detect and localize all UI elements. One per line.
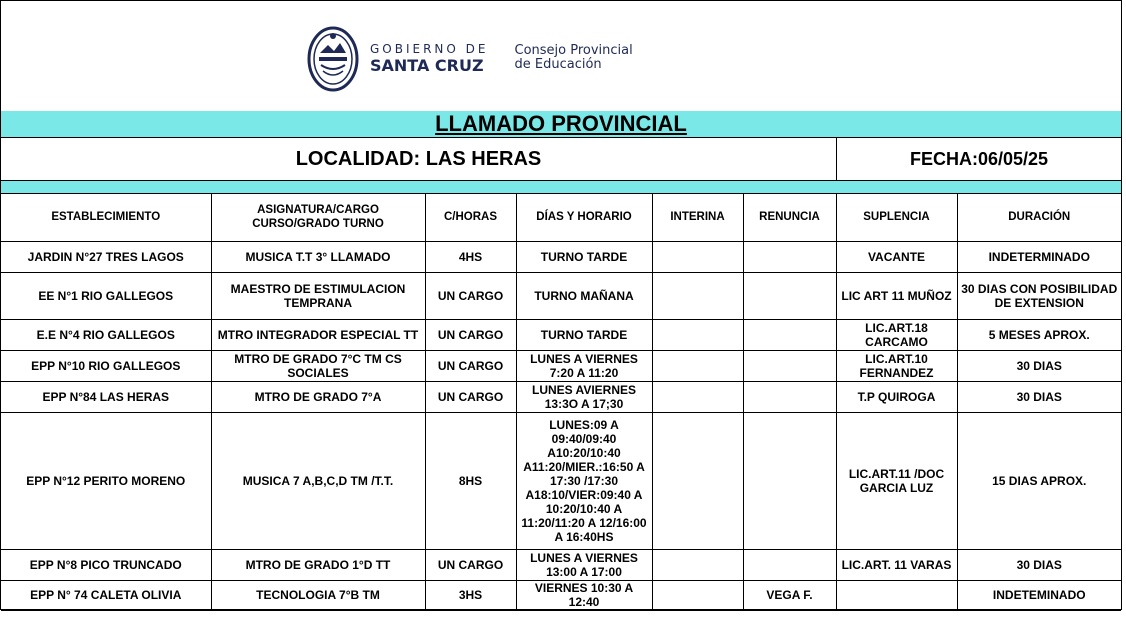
cell-dias: LUNES AVIERNES 13:3O A 17;30: [516, 381, 652, 412]
cell-dias: VIERNES 10:30 A 12:40: [516, 580, 652, 610]
cell-interina: [652, 350, 743, 381]
cell-renuncia: [743, 549, 836, 580]
cell-renuncia: VEGA F.: [743, 580, 836, 610]
cell-suplencia: LIC.ART. 11 VARAS: [836, 549, 957, 580]
cell-duracion: 30 DIAS: [957, 549, 1121, 580]
cell-dias: TURNO MAÑANA: [516, 272, 652, 319]
cell-duracion: 30 DIAS: [957, 350, 1121, 381]
cell-establecimiento: EPP N°10 RIO GALLEGOS: [1, 350, 211, 381]
cell-duracion: 15 DIAS APROX.: [957, 412, 1121, 549]
table-row: [1, 241, 1121, 272]
cell-renuncia: [743, 241, 836, 272]
cell-establecimiento: EPP N°12 PERITO MORENO: [1, 412, 211, 549]
document-header: [1, 1, 1121, 112]
localidad-label: LOCALIDAD: LAS HERAS: [1, 138, 837, 180]
cell-horas: UN CARGO: [425, 319, 516, 350]
cell-duracion: INDETEMINADO: [957, 580, 1121, 610]
location-row: [1, 138, 1121, 181]
cell-asignatura: MUSICA 7 A,B,C,D TM /T.T.: [211, 412, 425, 549]
cell-suplencia: [836, 580, 957, 610]
col-suplencia: SUPLENCIA: [836, 194, 957, 241]
cell-asignatura: MAESTRO DE ESTIMULACION TEMPRANA: [211, 272, 425, 319]
cell-horas: 4HS: [425, 241, 516, 272]
col-asignatura-line-2: CURSO/GRADO TURNO: [252, 218, 384, 231]
cell-suplencia: LIC ART 11 MUÑOZ: [836, 272, 957, 319]
cell-asignatura: MTRO DE GRADO 7°C TM CS SOCIALES: [211, 350, 425, 381]
cell-asignatura: TECNOLOGIA 7°B TM: [211, 580, 425, 610]
cell-renuncia: [743, 272, 836, 319]
cell-suplencia: T.P QUIROGA: [836, 381, 957, 412]
consejo-line-1: Consejo Provincial: [514, 43, 633, 58]
cell-suplencia: LIC.ART.10 FERNANDEZ: [836, 350, 957, 381]
cell-asignatura: MTRO INTEGRADOR ESPECIAL TT: [211, 319, 425, 350]
table-row: [1, 549, 1121, 580]
cell-establecimiento: EPP N°8 PICO TRUNCADO: [1, 549, 211, 580]
col-duracion: DURACIÓN: [957, 194, 1121, 241]
cell-duracion: 30 DIAS: [957, 381, 1121, 412]
cell-renuncia: [743, 412, 836, 549]
table-row: [1, 350, 1121, 381]
cell-duracion: 5 MESES APROX.: [957, 319, 1121, 350]
cell-interina: [652, 319, 743, 350]
fecha-label: FECHA:06/05/25: [909, 149, 1049, 169]
cell-suplencia: LIC.ART.18 CARCAMO: [836, 319, 957, 350]
col-horas: C/HORAS: [425, 194, 516, 241]
col-asignatura-line-1: ASIGNATURA/CARGO: [257, 204, 379, 217]
logo-block: [306, 23, 633, 93]
cell-interina: [652, 272, 743, 319]
cell-horas: UN CARGO: [425, 549, 516, 580]
positions-table: [1, 194, 1121, 611]
provincial-seal-icon: [306, 23, 360, 93]
cell-establecimiento: E.E N°4 RIO GALLEGOS: [1, 319, 211, 350]
cell-interina: [652, 241, 743, 272]
cell-dias: TURNO TARDE: [516, 241, 652, 272]
cell-asignatura: MUSICA T.T 3° LLAMADO: [211, 241, 425, 272]
cell-renuncia: [743, 319, 836, 350]
col-asignatura: [211, 194, 425, 241]
gobierno-wordmark: [370, 43, 489, 74]
col-renuncia: RENUNCIA: [743, 194, 836, 241]
title-banner: [1, 111, 1121, 138]
cell-establecimiento: EPP N° 74 CALETA OLIVIA: [1, 580, 211, 610]
cell-dias: LUNES A VIERNES 13:00 A 17:00: [516, 549, 652, 580]
table-row: [1, 412, 1121, 549]
cell-duracion: 30 DIAS CON POSIBILIDAD DE EXTENSION: [957, 272, 1121, 319]
cell-dias: TURNO TARDE: [516, 319, 652, 350]
consejo-wordmark: [515, 44, 633, 72]
table-row: [1, 272, 1121, 319]
gobierno-bottom-text: SANTA CRUZ: [370, 55, 484, 75]
page-title: LLAMADO PROVINCIAL: [435, 111, 687, 136]
col-dias: DÍAS Y HORARIO: [516, 194, 652, 241]
cell-suplencia: LIC.ART.11 /DOC GARCIA LUZ: [836, 412, 957, 549]
cell-interina: [652, 549, 743, 580]
cell-establecimiento: EPP N°84 LAS HERAS: [1, 381, 211, 412]
col-interina: INTERINA: [652, 194, 743, 241]
cell-horas: UN CARGO: [425, 381, 516, 412]
cell-dias: LUNES A VIERNES 7:20 A 11:20: [516, 350, 652, 381]
cell-asignatura: MTRO DE GRADO 1°D TT: [211, 549, 425, 580]
table-header-row: [1, 194, 1121, 241]
cell-horas: UN CARGO: [425, 350, 516, 381]
cell-interina: [652, 412, 743, 549]
cell-horas: UN CARGO: [425, 272, 516, 319]
table-row: [1, 580, 1121, 610]
cell-establecimiento: JARDIN N°27 TRES LAGOS: [1, 241, 211, 272]
cell-suplencia: VACANTE: [836, 241, 957, 272]
cell-asignatura: MTRO DE GRADO 7°A: [211, 381, 425, 412]
cell-horas: 3HS: [425, 580, 516, 610]
cell-renuncia: [743, 350, 836, 381]
cell-duracion: INDETERMINADO: [957, 241, 1121, 272]
gobierno-top-text: GOBIERNO DE: [370, 41, 489, 56]
table-row: [1, 381, 1121, 412]
cell-establecimiento: EE N°1 RIO GALLEGOS: [1, 272, 211, 319]
cell-dias: LUNES:09 A 09:40/09:40 A10:20/10:40 A11:20/MIER.:16:50 A 17:30 /17:30 A18:10/VIER:09:40 A 10:20/10:40 A 11:20/11:20 A 12/16:00 A 16:40HS: [516, 412, 652, 549]
separator-stripe: [1, 181, 1121, 194]
col-establecimiento: ESTABLECIMIENTO: [1, 194, 211, 241]
cell-interina: [652, 580, 743, 610]
cell-interina: [652, 381, 743, 412]
cell-horas: 8HS: [425, 412, 516, 549]
table-row: [1, 319, 1121, 350]
consejo-line-2: de Educación: [514, 57, 602, 72]
cell-renuncia: [743, 381, 836, 412]
